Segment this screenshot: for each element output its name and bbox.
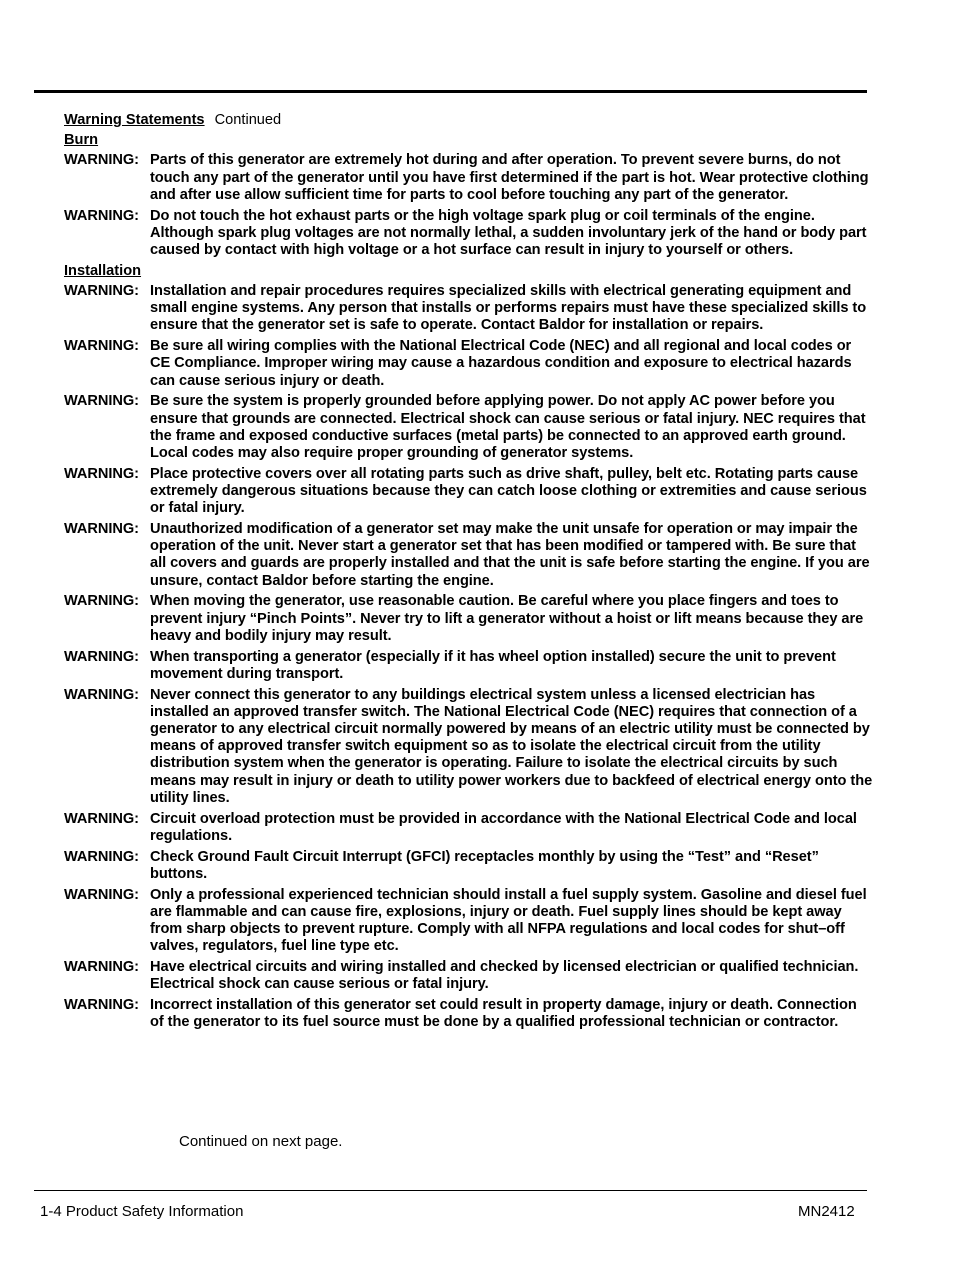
continued-on-next-page: Continued on next page. (179, 1133, 343, 1150)
warning-item (64, 208, 874, 260)
warning-label: WARNING: (64, 338, 139, 355)
footer-section-label: 1-4 Product Safety Information (40, 1203, 244, 1220)
bottom-rule (34, 1190, 867, 1191)
warning-item (64, 466, 874, 518)
warning-text: Incorrect installation of this generator set could result in property damage, injury or death. Connection of the generator to its fuel source must be done by a qualified professional technician or contractor. (150, 997, 857, 1031)
warning-label: WARNING: (64, 207, 139, 224)
warning-label: WARNING: (64, 810, 139, 827)
warning-label: WARNING: (64, 959, 139, 976)
warning-item (64, 811, 874, 845)
warning-text: Have electrical circuits and wiring installed and checked by licensed electrician or qualified technician. Electrical shock can cause serious or fatal injury. (150, 959, 859, 993)
warning-text: When transporting a generator (especially if it has wheel option installed) secure the unit to prevent movement during transport. (150, 648, 836, 682)
warning-label: WARNING: (64, 686, 139, 703)
warning-text: Place protective covers over all rotating parts such as drive shaft, pulley, belt etc. Rotating parts cause extremely dangerous situations because they can catch loose clothing or extremities and cause serious or fatal injury. (150, 465, 867, 517)
warning-item (64, 393, 874, 462)
warning-text: Circuit overload protection must be provided in accordance with the National Electrical Code and local regulations. (150, 810, 857, 844)
warning-text: Do not touch the hot exhaust parts or the high voltage spark plug or coil terminals of the engine. Although spark plug voltages are not normally lethal, a sudden involuntary jerk of the hand or body part caused by contact with high voltage or a hot surface can result in injury to yourself or others. (150, 207, 867, 259)
warning-item (64, 338, 874, 390)
document-body (64, 112, 874, 1035)
warning-label: WARNING: (64, 393, 139, 410)
warning-label: WARNING: (64, 648, 139, 665)
warning-text: Check Ground Fault Circuit Interrupt (GFCI) receptacles monthly by using the “Test” and “Reset” buttons. (150, 848, 819, 882)
warning-label: WARNING: (64, 997, 139, 1014)
warning-label: WARNING: (64, 886, 139, 903)
warning-text: When moving the generator, use reasonable caution. Be careful where you place fingers and toes to prevent injury “Pinch Points”. Never try to lift a generator without a hoist or lift means because they are heavy and bodily injury may result. (150, 593, 864, 644)
warning-item (64, 649, 874, 683)
section-heading-installation: Installation (64, 262, 142, 279)
warning-item (64, 887, 874, 956)
section-heading-burn: Burn (64, 132, 99, 149)
page-heading (64, 112, 874, 129)
footer-doc-number: MN2412 (798, 1203, 855, 1220)
top-rule (34, 90, 867, 93)
warning-label: WARNING: (64, 521, 139, 538)
page-title: Warning Statements (64, 112, 205, 128)
warning-text: Only a professional experienced technician should install a fuel supply system. Gasoline and diesel fuel are flammable and can cause fire, explosions, injury or death. Fuel supply lines should be kept away from sharp objects to prevent rupture. Comply with all NFPA regulations and local codes for shut–off valves, regulators, fuel line type etc. (150, 886, 867, 955)
warning-label: WARNING: (64, 848, 139, 865)
warning-item (64, 687, 874, 807)
warning-label: WARNING: (64, 283, 139, 300)
warning-text: Unauthorized modification of a generator set may make the unit unsafe for operation or may impair the operation of the unit. Never start a generator set that has been modified or tampered with. Be sure that all covers and guards are properly installed and that the unit is safe before starting the engine. If you are unsure, contact Baldor before starting the engine. (150, 521, 870, 589)
warning-item (64, 959, 874, 993)
warning-label: WARNING: (64, 593, 139, 610)
warning-item (64, 283, 874, 335)
warning-text: Parts of this generator are extremely hot during and after operation. To prevent severe burns, do not touch any part of the generator until you have first determined if the part is hot. Wear protective clothing and after use allow sufficient time for parts to cool before touching any part of the generator. (150, 152, 869, 203)
warning-text: Installation and repair procedures requires specialized skills with electrical generating equipment and small engine systems. Any person that installs or performs repairs must have these specialized skills to ensure that the generator set is safe to operate. Contact Baldor for installation or repairs. (150, 283, 867, 334)
warning-text: Be sure the system is properly grounded before applying power. Do not apply AC power before you ensure that grounds are connected. Electrical shock can cause serious or fatal injury. NEC requires that the frame and exposed conductive surfaces (metal parts) be connected to an approved earth ground. Local codes may also require proper grounding of generator systems. (150, 393, 866, 462)
warning-item (64, 997, 874, 1031)
warning-label: WARNING: (64, 152, 139, 169)
continued-label: Continued (214, 112, 282, 128)
warning-item (64, 521, 874, 590)
warning-text: Be sure all wiring complies with the National Electrical Code (NEC) and all regional and local codes or CE Compliance. Improper wiring may cause a hazardous condition and exposure to electrical hazards can cause serious injury or death. (150, 338, 852, 389)
warning-text: Never connect this generator to any buildings electrical system unless a licensed electrician has installed an approved transfer switch. The National Electrical Code (NEC) requires that connection of a generator to any electrical circuit normally powered by means of an electric utility must be connected by means of approved transfer switch equipment so as to isolate the electrical circuit from the utility distribution system when the generator is operating. Failure to isolate the electrical circuits by such means may result in injury or death to utility power workers due to backfeed of electrical energy onto the utility lines. (150, 686, 873, 806)
warning-item (64, 152, 874, 204)
warning-item (64, 593, 874, 645)
warning-label: WARNING: (64, 465, 139, 482)
warning-item (64, 849, 874, 883)
